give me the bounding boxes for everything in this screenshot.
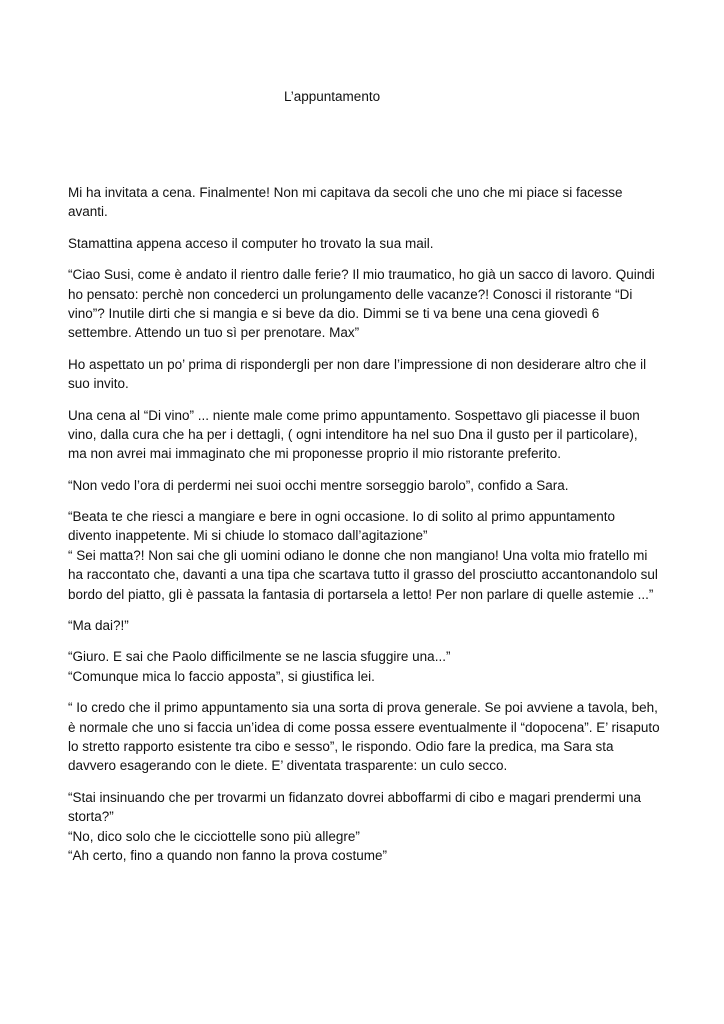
paragraph	[68, 234, 668, 253]
text-line: “Beata te che riesci a mangiare e bere in ogni occasione. Io di solito al primo appuntamento	[68, 509, 616, 525]
text-line: divento inappetente. Mi si chiude lo stomaco dall’agitazione”	[68, 528, 428, 544]
text-line: avanti.	[68, 204, 108, 220]
text-line: Mi ha invitata a cena. Finalmente! Non mi capitava da secoli che uno che mi piace si facesse	[68, 185, 623, 200]
text-line: “No, dico solo che le cicciottelle sono più allegre”	[68, 828, 360, 844]
text-line: “Stai insinuando che per trovarmi un fidanzato dovrei abboffarmi di cibo e magari prendermi una	[68, 789, 642, 805]
text-line: suo invito.	[68, 376, 129, 392]
paragraph	[68, 265, 668, 343]
paragraph	[68, 788, 668, 866]
text-line: vino”? Inutile dirti che si mangia e si beve da dio. Dimmi se ti va bene una cena giovedì 6	[68, 305, 600, 321]
text-line: ho pensato: perchè non concederci un prolungamento delle vacanze?! Conosci il ristorante “Di	[68, 286, 633, 302]
text-line: ma non avrei mai immaginato che mi proponesse proprio il mio ristorante preferito.	[68, 446, 561, 462]
text-line: vino, dalla cura che ha per i dettagli, ( ogni intenditore ha nel suo Dna il gusto per il particolare),	[68, 426, 638, 442]
text-line: ha raccontato che, davanti a una tipa che scartava tutto il grasso del prosciutto accantonandolo sul	[68, 567, 658, 583]
text-line: “ Io credo che il primo appuntamento sia una sorta di prova generale. Se poi avviene a tavola, beh,	[68, 700, 658, 716]
text-line: storta?”	[68, 809, 114, 825]
paragraph	[68, 698, 668, 776]
paragraph	[68, 647, 668, 686]
text-line: bordo del piatto, gli è passata la fantasia di portarsela a letto! Per non parlare di quelle astemie ...”	[68, 586, 654, 602]
text-line: “Ciao Susi, come è andato il rientro dalle ferie? Il mio traumatico, ho già un sacco di lavoro. Quindi	[68, 267, 655, 283]
paragraph	[68, 183, 668, 222]
paragraph	[68, 507, 668, 604]
paragraph	[68, 476, 668, 495]
text-line: “Non vedo l’ora di perdermi nei suoi occhi mentre sorseggio barolo”, confido a Sara.	[68, 477, 569, 493]
document-body	[68, 183, 668, 865]
text-line: settembre. Attendo un tuo sì per prenotare. Max”	[68, 325, 360, 341]
paragraph	[68, 616, 668, 635]
paragraph	[68, 355, 668, 394]
text-line: è normale che uno si faccia un’idea di come possa essere eventualmente il “dopocena”. E’ risaputo	[68, 719, 660, 735]
text-line: “ Sei matta?! Non sai che gli uomini odiano le donne che non mangiano! Una volta mio fratello mi	[68, 547, 648, 563]
text-line: Una cena al “Di vino” ... niente male come primo appuntamento. Sospettavo gli piacesse il buon	[68, 407, 640, 423]
document-title: L’appuntamento	[284, 89, 381, 104]
text-line: Ho aspettato un po’ prima di rispondergli per non dare l’impressione di non desiderare altro che il	[68, 356, 647, 372]
text-line: “Ah certo, fino a quando non fanno la prova costume”	[68, 847, 387, 863]
text-line: “Ma dai?!”	[68, 618, 129, 634]
text-line: davvero esagerando con le diete. E’ diventata trasparente: un culo secco.	[68, 758, 508, 774]
paragraph	[68, 406, 668, 464]
text-line: “Comunque mica lo faccio apposta”, si giustifica lei.	[68, 668, 375, 684]
text-line: lo stretto rapporto esistente tra cibo e sesso”, le rispondo. Odio fare la predica, ma Sara sta	[68, 738, 614, 754]
text-line: “Giuro. E sai che Paolo difficilmente se ne lascia sfuggire una...”	[68, 649, 451, 665]
text-line: Stamattina appena acceso il computer ho trovato la sua mail.	[68, 235, 434, 251]
